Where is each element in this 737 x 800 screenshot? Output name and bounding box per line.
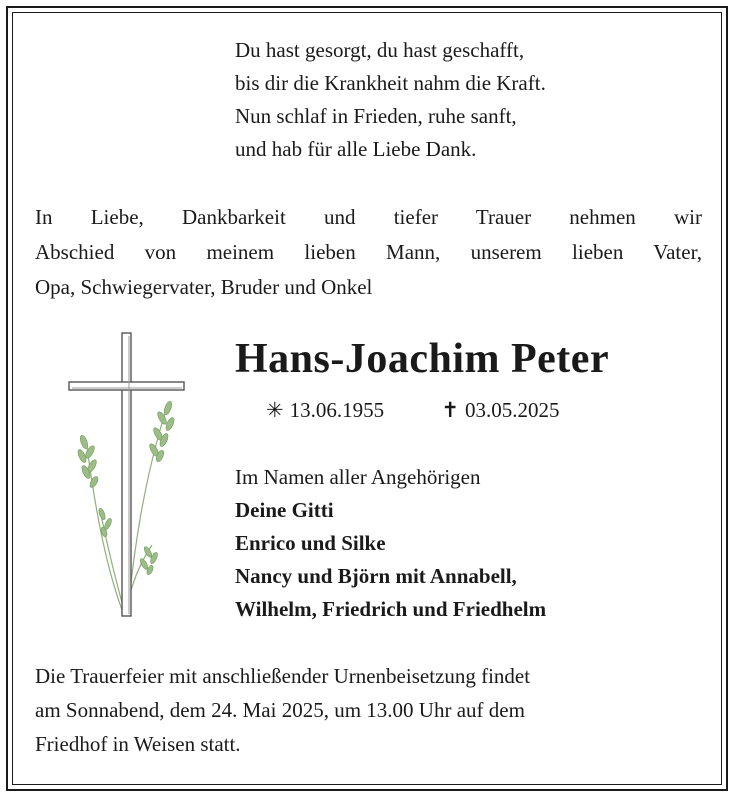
intro-text bbox=[35, 200, 702, 305]
poem-line: Nun schlaf in Frieden, ruhe sanft, bbox=[235, 104, 517, 128]
relative-line: Deine Gitti bbox=[235, 498, 334, 522]
death-date: 03.05.2025 bbox=[464, 398, 560, 422]
intro-line: In Liebe, Dankbarkeit und tiefer Trauer nehmen wir bbox=[35, 205, 702, 229]
relative-line: Wilhelm, Friedrich und Friedhelm bbox=[235, 597, 547, 621]
intro-line: Abschied von meinem lieben Mann, unserem lieben Vater, bbox=[35, 240, 702, 264]
relatives bbox=[235, 461, 546, 626]
poem bbox=[235, 34, 546, 166]
ceremony-line: Friedhof in Weisen statt. bbox=[35, 732, 241, 756]
relative-line: Enrico und Silke bbox=[235, 531, 386, 555]
ceremony-line: am Sonnabend, dem 24. Mai 2025, um 13.00 Uhr auf dem bbox=[35, 698, 525, 722]
relatives-intro: Im Namen aller Angehörigen bbox=[235, 465, 481, 489]
poem-line: bis dir die Krankheit nahm die Kraft. bbox=[235, 71, 546, 95]
latin-cross-icon: ✝ bbox=[441, 398, 459, 422]
poem-line: Du hast gesorgt, du hast geschafft, bbox=[235, 38, 525, 62]
intro-line: Opa, Schwiegervater, Bruder und Onkel bbox=[35, 275, 373, 299]
asterisk-icon: ✳ bbox=[266, 398, 284, 422]
deceased-name: Hans-Joachim Peter bbox=[235, 336, 610, 382]
poem-line: und hab für alle Liebe Dank. bbox=[235, 137, 477, 161]
ceremony-line: Die Trauerfeier mit anschließender Urnenbeisetzung findet bbox=[35, 664, 531, 688]
cross-with-wheat-icon bbox=[64, 330, 188, 620]
ceremony-notice bbox=[35, 659, 530, 761]
birth-date: 13.06.1955 bbox=[289, 398, 385, 422]
relative-line: Nancy und Björn mit Annabell, bbox=[235, 564, 517, 588]
life-dates bbox=[266, 395, 559, 425]
